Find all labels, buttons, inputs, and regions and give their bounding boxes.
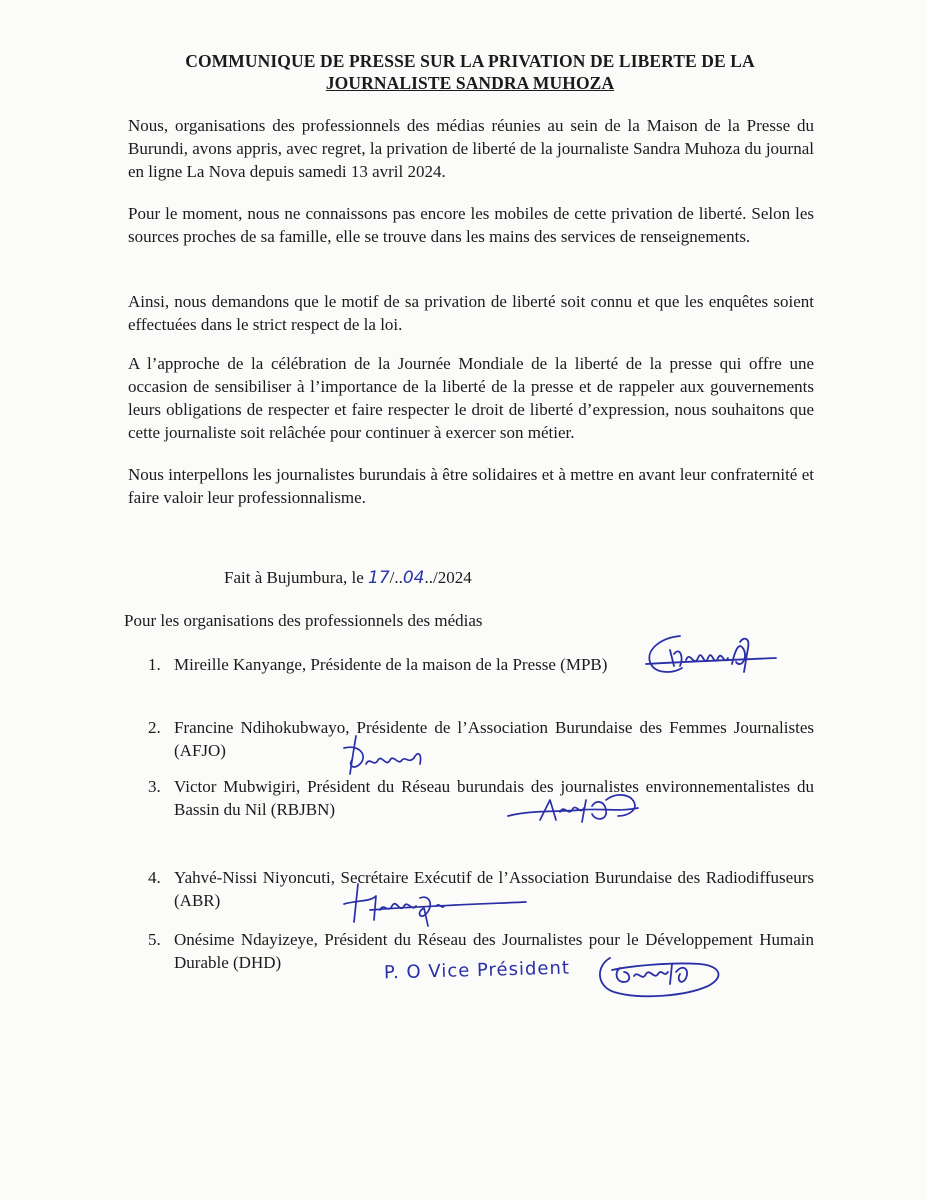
handwritten-note: P. O Vice Président: [383, 957, 571, 984]
signatory-number: 3.: [148, 777, 161, 796]
fait-prefix: Fait à Bujumbura, le: [224, 568, 369, 587]
signatory-number: 2.: [148, 718, 161, 737]
signatory-text: Victor Mubwigiri, Président du Réseau burundais des journalistes environnementalistes du Bassin du Nil (RBJBN): [174, 777, 814, 819]
paragraph-3: Ainsi, nous demandons que le motif de sa privation de liberté soit connu et que les enquêtes soient effectuées dans le strict respect de la loi.: [128, 292, 814, 334]
document-title: [120, 50, 820, 94]
signatory-text: Onésime Ndayizeye, Président du Réseau des Journalistes pour le Développement Humain Durable (DHD): [174, 930, 814, 972]
handwritten-day: 17: [368, 568, 390, 588]
signature-2: [330, 730, 440, 780]
handwritten-month: 04: [402, 568, 425, 588]
paragraph-4: A l’approche de la célébration de la Journée Mondiale de la liberté de la presse qui offre une occasion de sensibiliser à l’importance de la liberté de la presse et de rappeler aux gouvernements leurs obligations de respecter et faire respecter le droit de liberté d’expression, nous souhaitons que cette journaliste soit relâchée pour continuer à exercer son métier.: [128, 354, 814, 442]
on-behalf-line: Pour les organisations des professionnels des médias: [124, 611, 483, 630]
date-separator-2: ../2024: [424, 568, 472, 587]
signatory-item-3: [148, 775, 814, 821]
title-line-1: COMMUNIQUE DE PRESSE SUR LA PRIVATION DE LIBERTE DE LA: [185, 51, 755, 71]
date-separator-1: /..: [389, 568, 403, 587]
signature-5: [590, 942, 730, 1006]
signatory-text: Mireille Kanyange, Présidente de la maison de la Presse (MPB): [174, 655, 608, 674]
place-date-line: [224, 566, 472, 590]
title-line-2: JOURNALISTE SANDRA MUHOZA: [325, 73, 615, 93]
signature-1: [640, 628, 780, 690]
paragraph-5: Nous interpellons les journalistes burundais à être solidaires et à mettre en avant leur confraternité et faire valoir leur professionnalisme.: [128, 465, 814, 507]
signatory-text: Yahvé-Nissi Niyoncuti, Secrétaire Exécutif de l’Association Burundaise des Radiodiffuseurs (ABR): [174, 868, 814, 910]
signatory-item-2: [148, 716, 814, 762]
signatory-number: 5.: [148, 930, 161, 949]
signature-3: [500, 782, 650, 832]
paragraph-2: Pour le moment, nous ne connaissons pas encore les mobiles de cette privation de liberté. Selon les sources proches de sa famille, elle se trouve dans les mains des services de renseignements.: [128, 204, 814, 246]
signatory-text: Francine Ndihokubwayo, Présidente de l’Association Burundaise des Femmes Journalistes (AFJO): [174, 718, 814, 760]
signatory-number: 4.: [148, 868, 161, 887]
paragraph-1: Nous, organisations des professionnels des médias réunies au sein de la Maison de la Presse du Burundi, avons appris, avec regret, la privation de liberté de la journaliste Sandra Muhoza du journal en ligne La Nova depuis samedi 13 avril 2024.: [128, 116, 814, 181]
signatory-number: 1.: [148, 655, 161, 674]
signature-4: [340, 876, 530, 932]
